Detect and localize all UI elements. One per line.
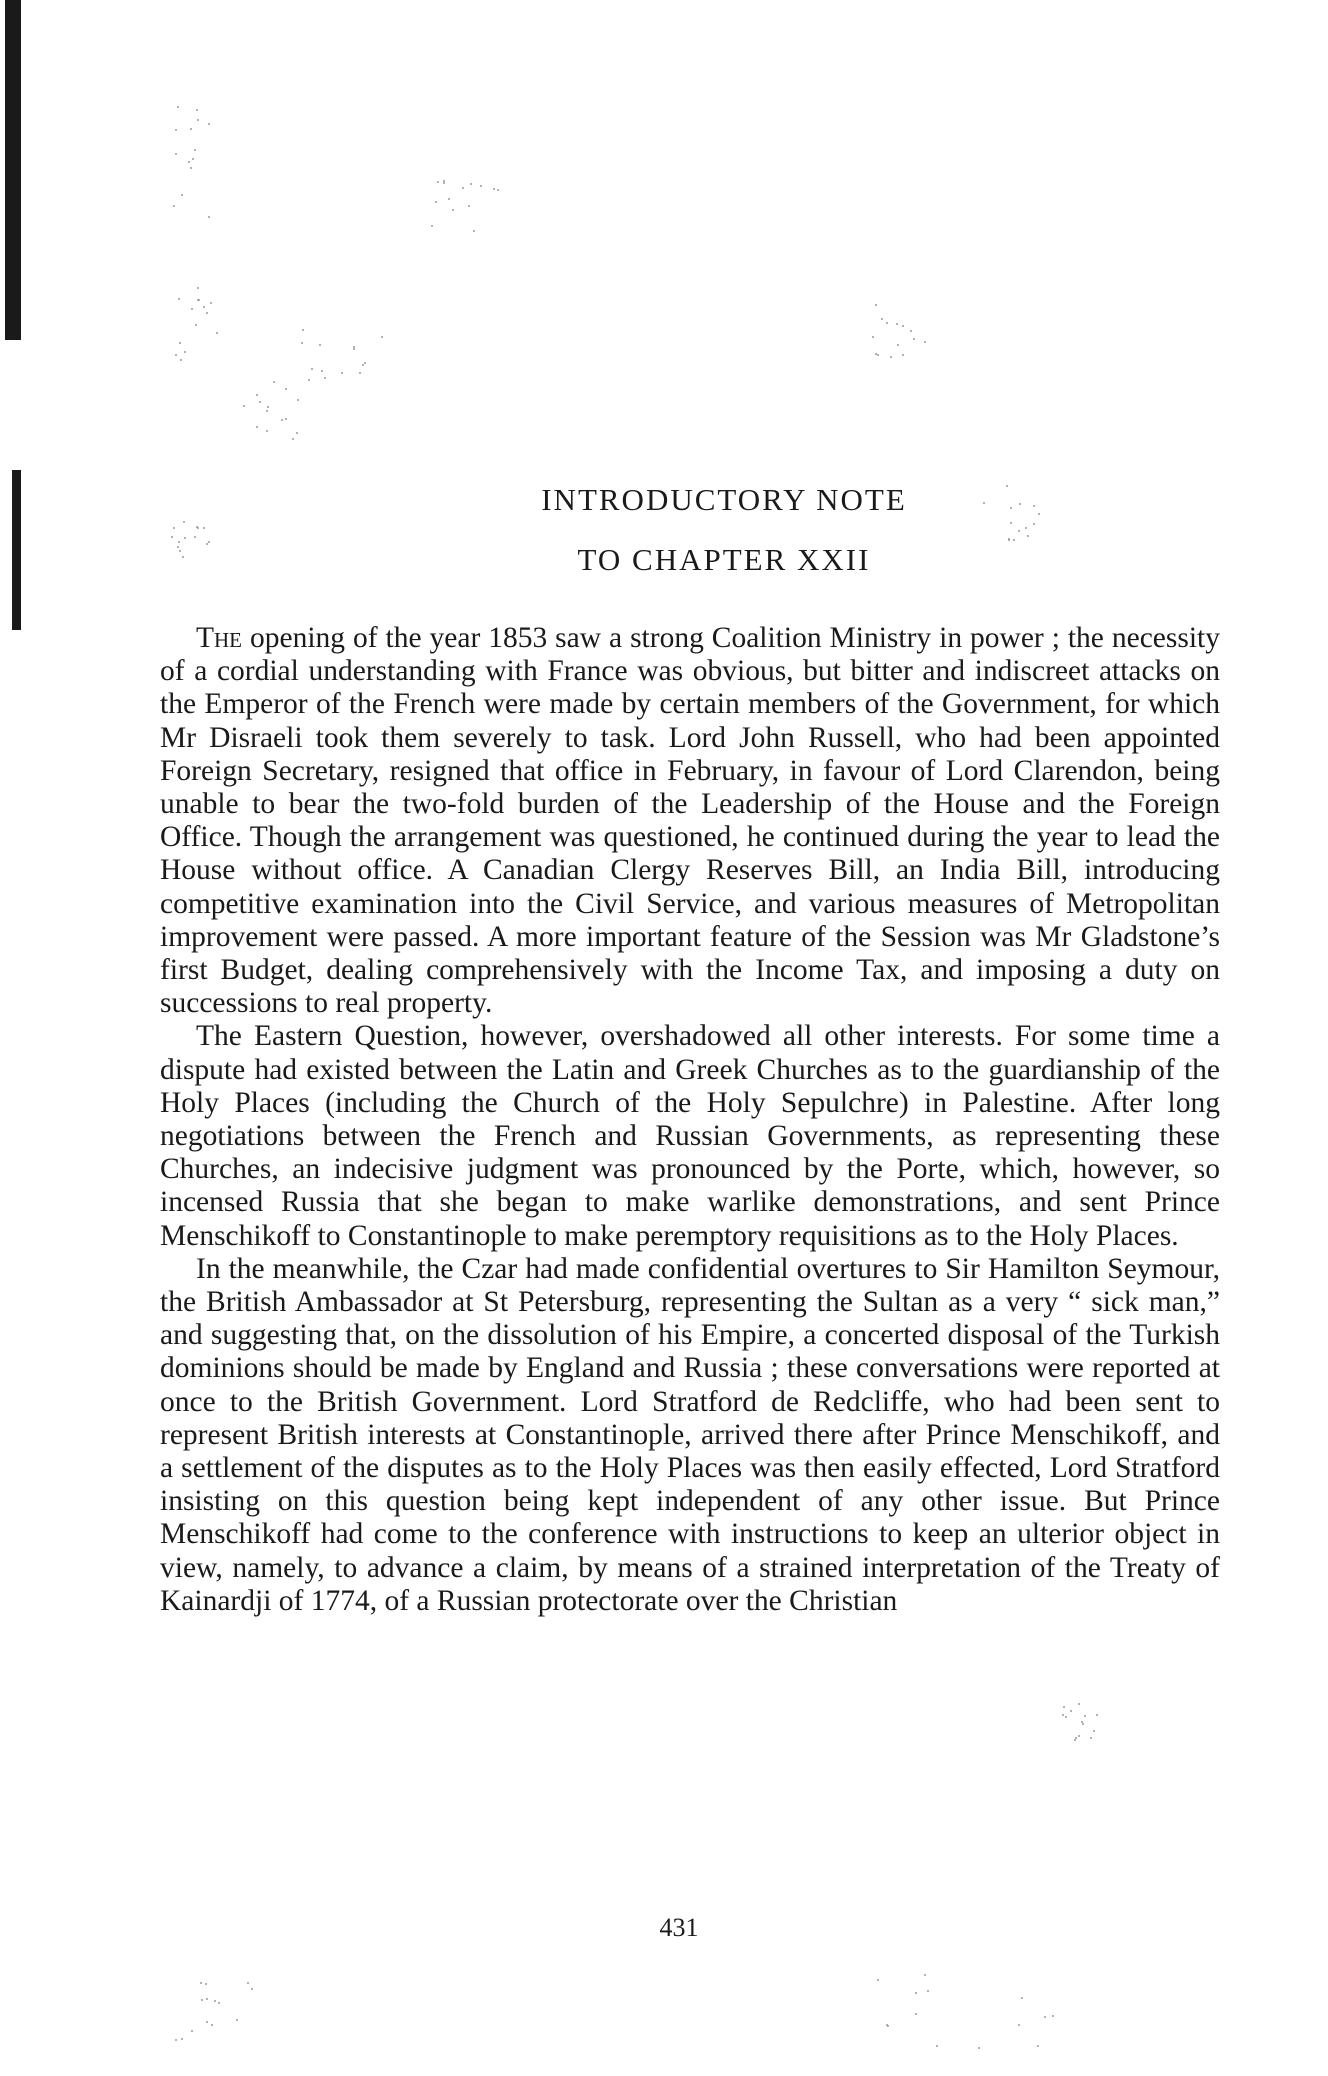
speckle	[247, 1982, 249, 1984]
speckle	[205, 1983, 207, 1985]
speckle	[175, 129, 177, 131]
speckle	[211, 2024, 213, 2026]
speckle	[915, 1992, 917, 1994]
speckle	[902, 354, 904, 356]
speckle	[1021, 1997, 1023, 1999]
speckle	[175, 354, 177, 356]
speckle	[266, 430, 268, 432]
speckle	[173, 527, 175, 529]
speckle	[203, 306, 205, 308]
speckle	[236, 2019, 238, 2021]
paragraph: The Eastern Question, however, overshadowed all other interests. For some time a dispute had existed between the Latin and Greek Churches as to the guardianship of the Holy Places (including the Church of the Holy Sepulchre) in Palestine. After long negotiations between the French and Russian Governments, as representing these Churches, an indecisive judgment was pronounced by the Porte, which, however, so incensed Russia that she began to make warlike demonstrations, and sent Prince Menschikoff to Constantinople to make peremptory requisitions as to the Holy Places.	[160, 1020, 1220, 1252]
speckle	[1062, 1714, 1064, 1716]
speckle	[251, 1988, 253, 1990]
speckle	[292, 438, 294, 440]
note-title: INTRODUCTORY NOTE	[541, 482, 907, 517]
paragraph: In the meanwhile, the Czar had made confidential overtures to Sir Hamilton Seymour, the British Ambassador at St Petersburg, representing the Sultan as a very “ sick man,” and suggesting that, on the dissolution of his Empire, a concerted disposal of the Turkish dominions should be made by England and Russia ; these conversations were reported at once to the British Government. Lord Stratford de Redcliffe, who had been sent to represent British interests at Constantinople, arrived there after Prince Menschikoff, and a settlement of the disputes as to the Holy Places was then easily effected, Lord Stratford insisting on this question being kept independent of any other issue. But Prince Menschikoff had come to the conference with instructions to keep an ulterior object in view, namely, to advance a claim, by means of a strained interpretation of the Treaty of Kainardji of 1774, of a Russian protectorate over the Christian	[160, 1252, 1220, 1617]
speckle	[1018, 530, 1020, 532]
speckle	[321, 370, 323, 372]
speckle	[978, 2047, 980, 2049]
speckle	[902, 325, 904, 327]
speckle	[285, 418, 287, 420]
speckle	[443, 182, 445, 184]
speckle	[897, 344, 899, 346]
speckle	[179, 342, 181, 344]
speckle	[1018, 2024, 1020, 2026]
speckle	[353, 348, 355, 350]
speckle	[216, 332, 218, 334]
speckle	[180, 359, 182, 361]
speckle	[203, 527, 205, 529]
speckle	[448, 198, 450, 200]
speckle	[927, 1990, 929, 1992]
speckle	[875, 304, 877, 306]
speckle	[206, 312, 208, 314]
speckle	[197, 527, 199, 529]
speckle	[173, 205, 175, 207]
speckle	[1052, 2015, 1054, 2017]
speckle	[1033, 523, 1035, 525]
speckle	[181, 2038, 183, 2040]
speckle	[924, 1974, 926, 1976]
speckle	[195, 324, 197, 326]
speckle	[1074, 1739, 1076, 1741]
speckle	[206, 2021, 208, 2023]
speckle	[364, 362, 366, 364]
speckle	[872, 336, 874, 338]
paragraph-text: opening of the year 1853 saw a strong Coalition Ministry in power ; the necessity of a cordial understanding with France was obvious, but bitter and indiscreet attacks on the Emperor of the French were made by certain members of the Government, for which Mr Disraeli took them severely to task. Lord John Russell, who had been appointed Foreign Secretary, resigned that office in February, in favour of Lord Clarendon, being unable to bear the two-fold burden of the Leadership of the House and the Foreign Office. Though the arrangement was questioned, he continued during the year to lead the House without office. A Canadian Clergy Reserves Bill, an India Bill, introducing competitive examination into the Civil Service, and various measures of Metropolitan improvement were passed. A more important feature of the Session was Mr Gladstone’s first Budget, dealing comprehensively with the Income Tax, and imposing a duty on successions to real property.	[160, 622, 1220, 1020]
speckle	[301, 342, 303, 344]
speckle	[214, 2000, 216, 2002]
speckle	[324, 377, 326, 379]
speckle	[197, 287, 199, 289]
speckle	[896, 323, 898, 325]
speckle	[218, 2002, 220, 2004]
speckle	[1010, 522, 1012, 524]
speckle	[296, 432, 298, 434]
speckle	[1027, 535, 1029, 537]
speckle	[267, 406, 269, 408]
speckle	[198, 299, 200, 301]
speckle	[319, 344, 321, 346]
speckle	[184, 351, 186, 353]
speckle	[190, 167, 192, 169]
speckle	[913, 338, 915, 340]
speckle	[281, 419, 283, 421]
speckle	[208, 123, 210, 125]
speckle	[191, 308, 193, 310]
speckle	[183, 521, 185, 523]
speckle	[1025, 527, 1027, 529]
speckle	[1063, 1706, 1065, 1708]
speckle	[178, 298, 180, 300]
speckle	[1037, 2045, 1039, 2047]
speckle	[1093, 1730, 1095, 1732]
speckle	[256, 394, 258, 396]
speckle	[431, 225, 433, 227]
speckle	[470, 183, 472, 185]
speckle	[188, 161, 190, 163]
speckle	[910, 330, 912, 332]
body-text	[160, 622, 1220, 1618]
speckle	[362, 364, 364, 366]
speckle	[308, 379, 310, 381]
speckle	[1082, 1723, 1084, 1725]
speckle	[181, 194, 183, 196]
speckle	[886, 322, 888, 324]
speckle	[196, 109, 198, 111]
speckle	[473, 230, 475, 232]
speckle	[206, 1998, 208, 2000]
speckle	[480, 185, 482, 187]
speckle	[259, 401, 261, 403]
speckle	[468, 205, 470, 207]
speckle	[1044, 2016, 1046, 2018]
speckle	[462, 187, 464, 189]
speckle	[175, 2039, 177, 2041]
paragraph	[160, 622, 1220, 1020]
speckle	[915, 2013, 917, 2015]
speckle	[1078, 1735, 1080, 1737]
speckle	[381, 336, 383, 338]
speckle	[194, 536, 196, 538]
speckle	[302, 329, 304, 331]
speckle	[177, 106, 179, 108]
speckle	[877, 354, 879, 356]
speckle	[192, 158, 194, 160]
speckle	[184, 537, 186, 539]
speckle	[493, 188, 495, 190]
speckle	[435, 201, 437, 203]
speckle	[311, 368, 313, 370]
speckle	[210, 302, 212, 304]
speckle	[197, 119, 199, 121]
speckle	[297, 399, 299, 401]
speckle	[191, 2030, 193, 2032]
speckle	[1078, 1703, 1080, 1705]
speckle	[194, 149, 196, 151]
speckle	[190, 128, 192, 130]
speckle	[208, 216, 210, 218]
speckle	[936, 2045, 938, 2047]
speckle	[1090, 1737, 1092, 1739]
speckle	[273, 381, 275, 383]
speckle	[1070, 1710, 1072, 1712]
scan-edge-mark	[5, 0, 21, 340]
speckle	[171, 536, 173, 538]
speckle	[175, 153, 177, 155]
speckle	[890, 356, 892, 358]
speckle	[497, 189, 499, 191]
speckle	[1065, 1716, 1067, 1718]
speckle	[877, 1979, 879, 1981]
speckle	[924, 341, 926, 343]
speckle	[256, 426, 258, 428]
speckle	[200, 1982, 202, 1984]
scan-edge-mark	[12, 470, 21, 630]
speckle	[341, 372, 343, 374]
speckle	[266, 410, 268, 412]
drop-lead-word: The	[196, 622, 243, 654]
speckle	[285, 388, 287, 390]
page-number: 431	[659, 1913, 699, 1942]
speckle	[881, 318, 883, 320]
chapter-title: TO CHAPTER XXII	[577, 542, 871, 577]
speckle	[359, 372, 361, 374]
speckle	[243, 405, 245, 407]
speckle	[1084, 1715, 1086, 1717]
speckle	[1096, 1714, 1098, 1716]
speckle	[452, 209, 454, 211]
speckle	[201, 1999, 203, 2001]
speckle	[437, 181, 439, 183]
